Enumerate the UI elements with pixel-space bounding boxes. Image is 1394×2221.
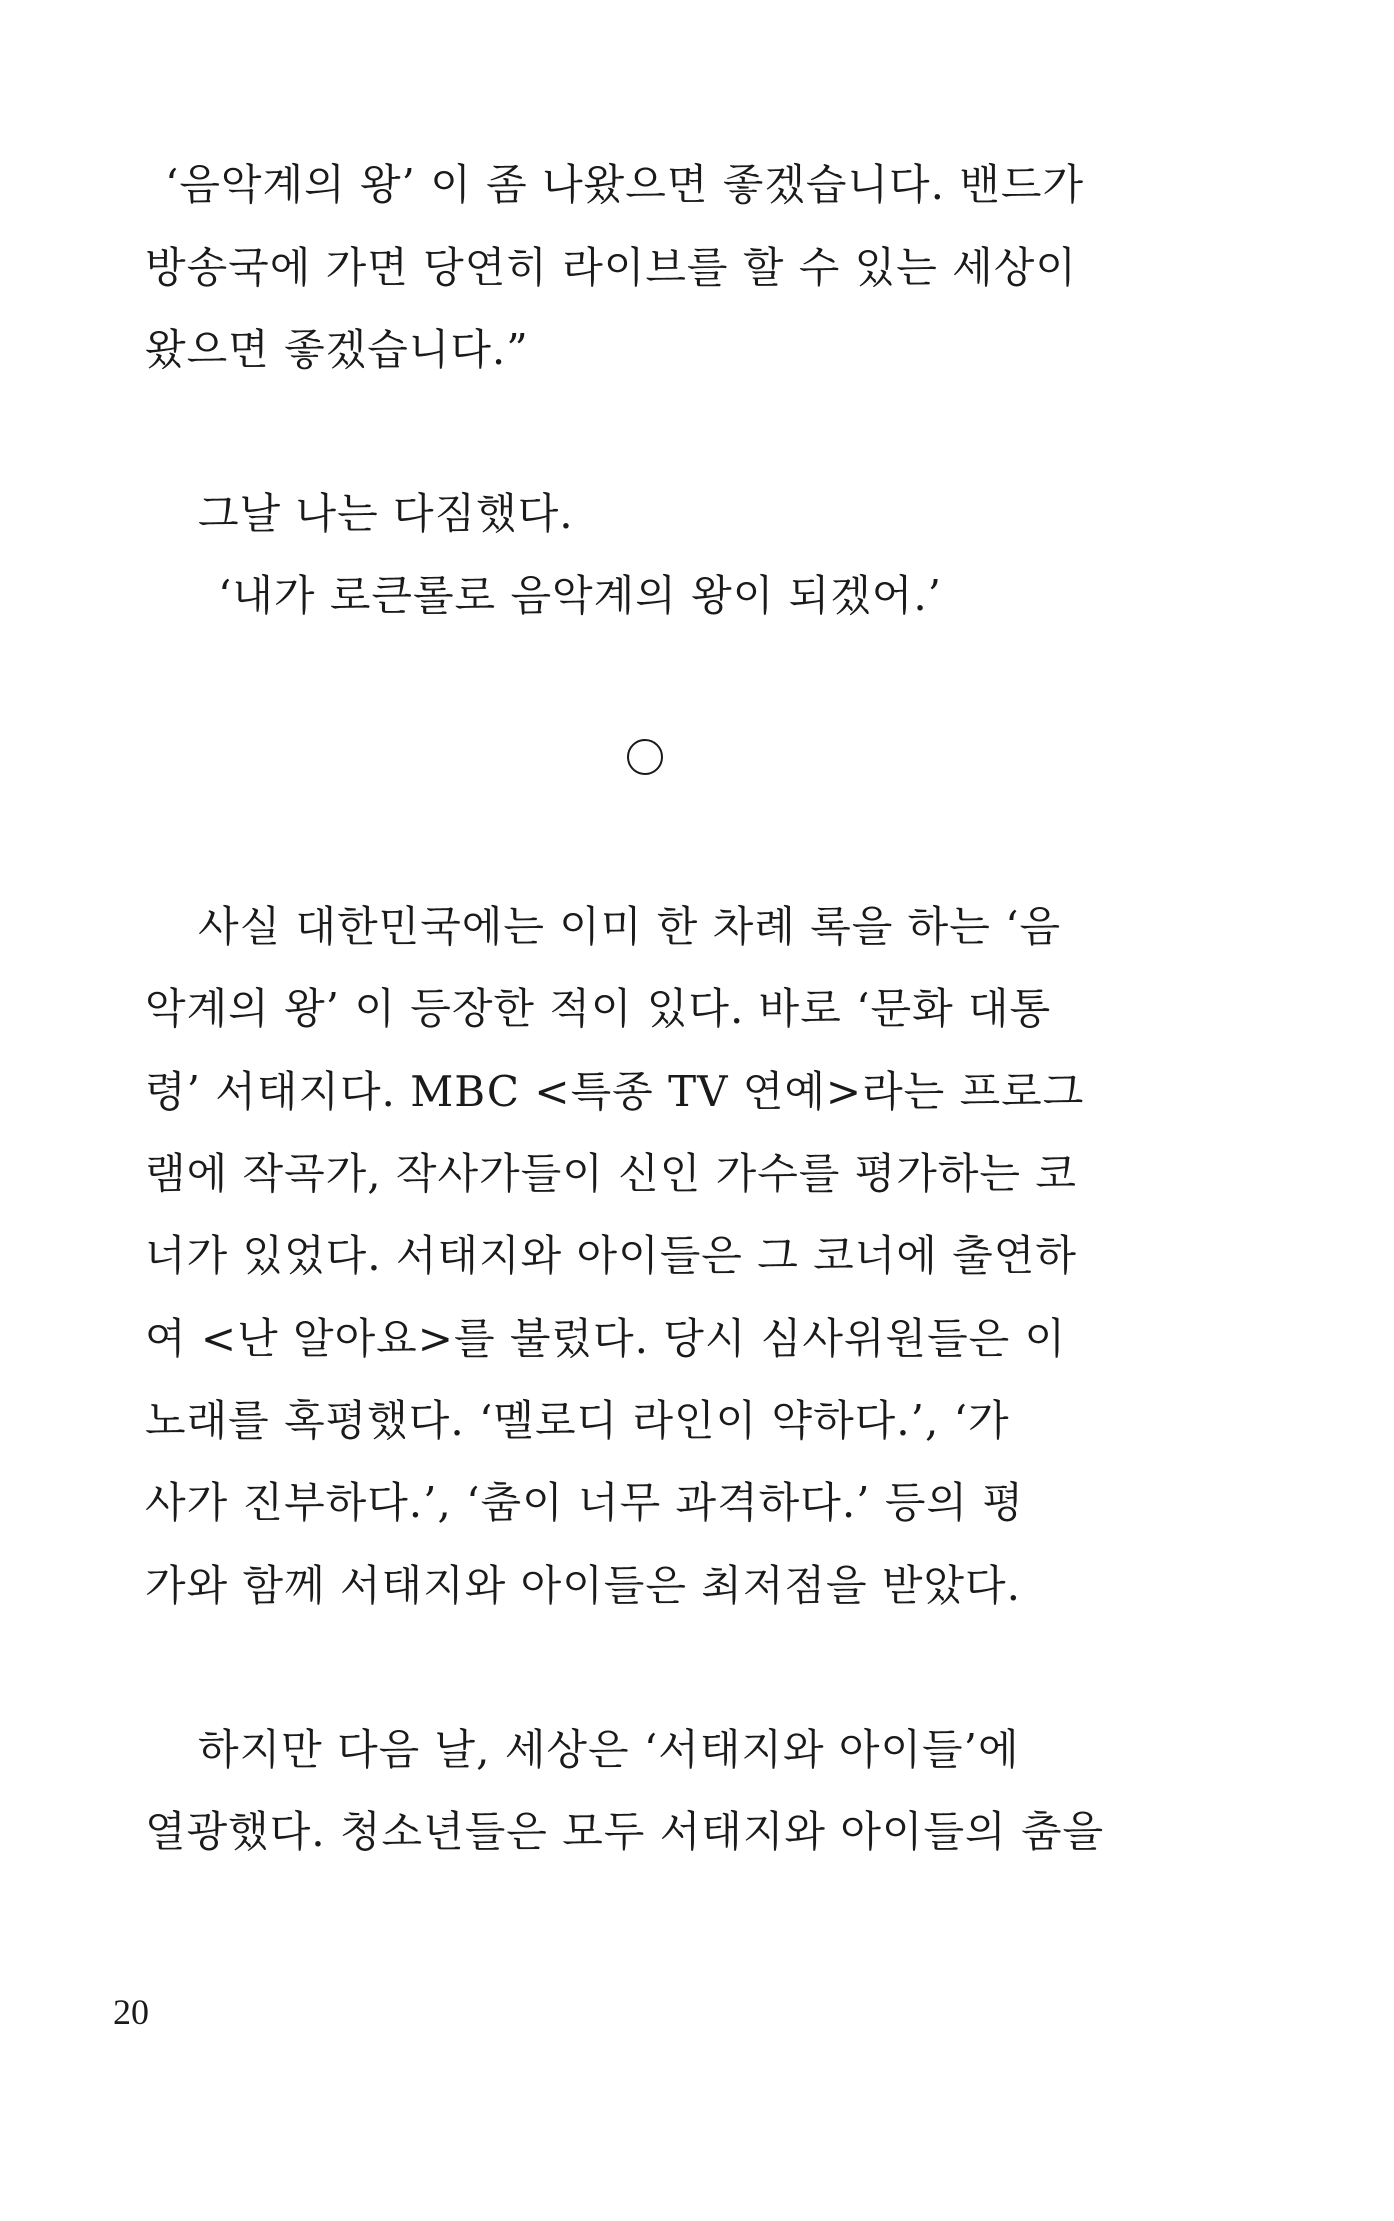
paragraph-line: 여 <난 알아요>를 불렀다. 당시 심사위원들은 이 [145, 1314, 1067, 1363]
paragraph-line: 그날 나는 다짐했다. [198, 489, 574, 538]
section-divider-circle-icon [627, 739, 663, 775]
paragraph-line: 노래를 혹평했다. ‘멜로디 라인이 약하다.’, ‘가 [145, 1396, 1010, 1445]
paragraph-line: 령’ 서태지다. MBC <특종 TV 연예>라는 프로그 [145, 1067, 1085, 1116]
paragraph-line: ‘음악계의 왕’ 이 좀 나왔으면 좋겠습니다. 밴드가 [165, 160, 1085, 209]
paragraph-line: 왔으면 좋겠습니다.” [145, 325, 529, 374]
paragraph-line: 열광했다. 청소년들은 모두 서태지와 아이들의 춤을 [145, 1807, 1105, 1856]
paragraph-line: 너가 있었다. 서태지와 아이들은 그 코너에 출연하 [145, 1231, 1077, 1280]
paragraph-line: 램에 작곡가, 작사가들이 신인 가수를 평가하는 코 [145, 1149, 1077, 1198]
paragraph-line: 사가 진부하다.’, ‘춤이 너무 과격하다.’ 등의 평 [145, 1478, 1024, 1527]
paragraph-line: ‘내가 로큰롤로 음악계의 왕이 되겠어.’ [218, 571, 943, 620]
page-number: 20 [113, 1992, 149, 2032]
paragraph-line: 방송국에 가면 당연히 라이브를 할 수 있는 세상이 [145, 243, 1077, 292]
paragraph-line: 가와 함께 서태지와 아이들은 최저점을 받았다. [145, 1561, 1021, 1610]
paragraph-line: 사실 대한민국에는 이미 한 차례 록을 하는 ‘음 [198, 902, 1062, 951]
paragraph-line: 하지만 다음 날, 세상은 ‘서태지와 아이들’에 [198, 1725, 1020, 1774]
paragraph-line: 악계의 왕’ 이 등장한 적이 있다. 바로 ‘문화 대통 [145, 984, 1052, 1033]
